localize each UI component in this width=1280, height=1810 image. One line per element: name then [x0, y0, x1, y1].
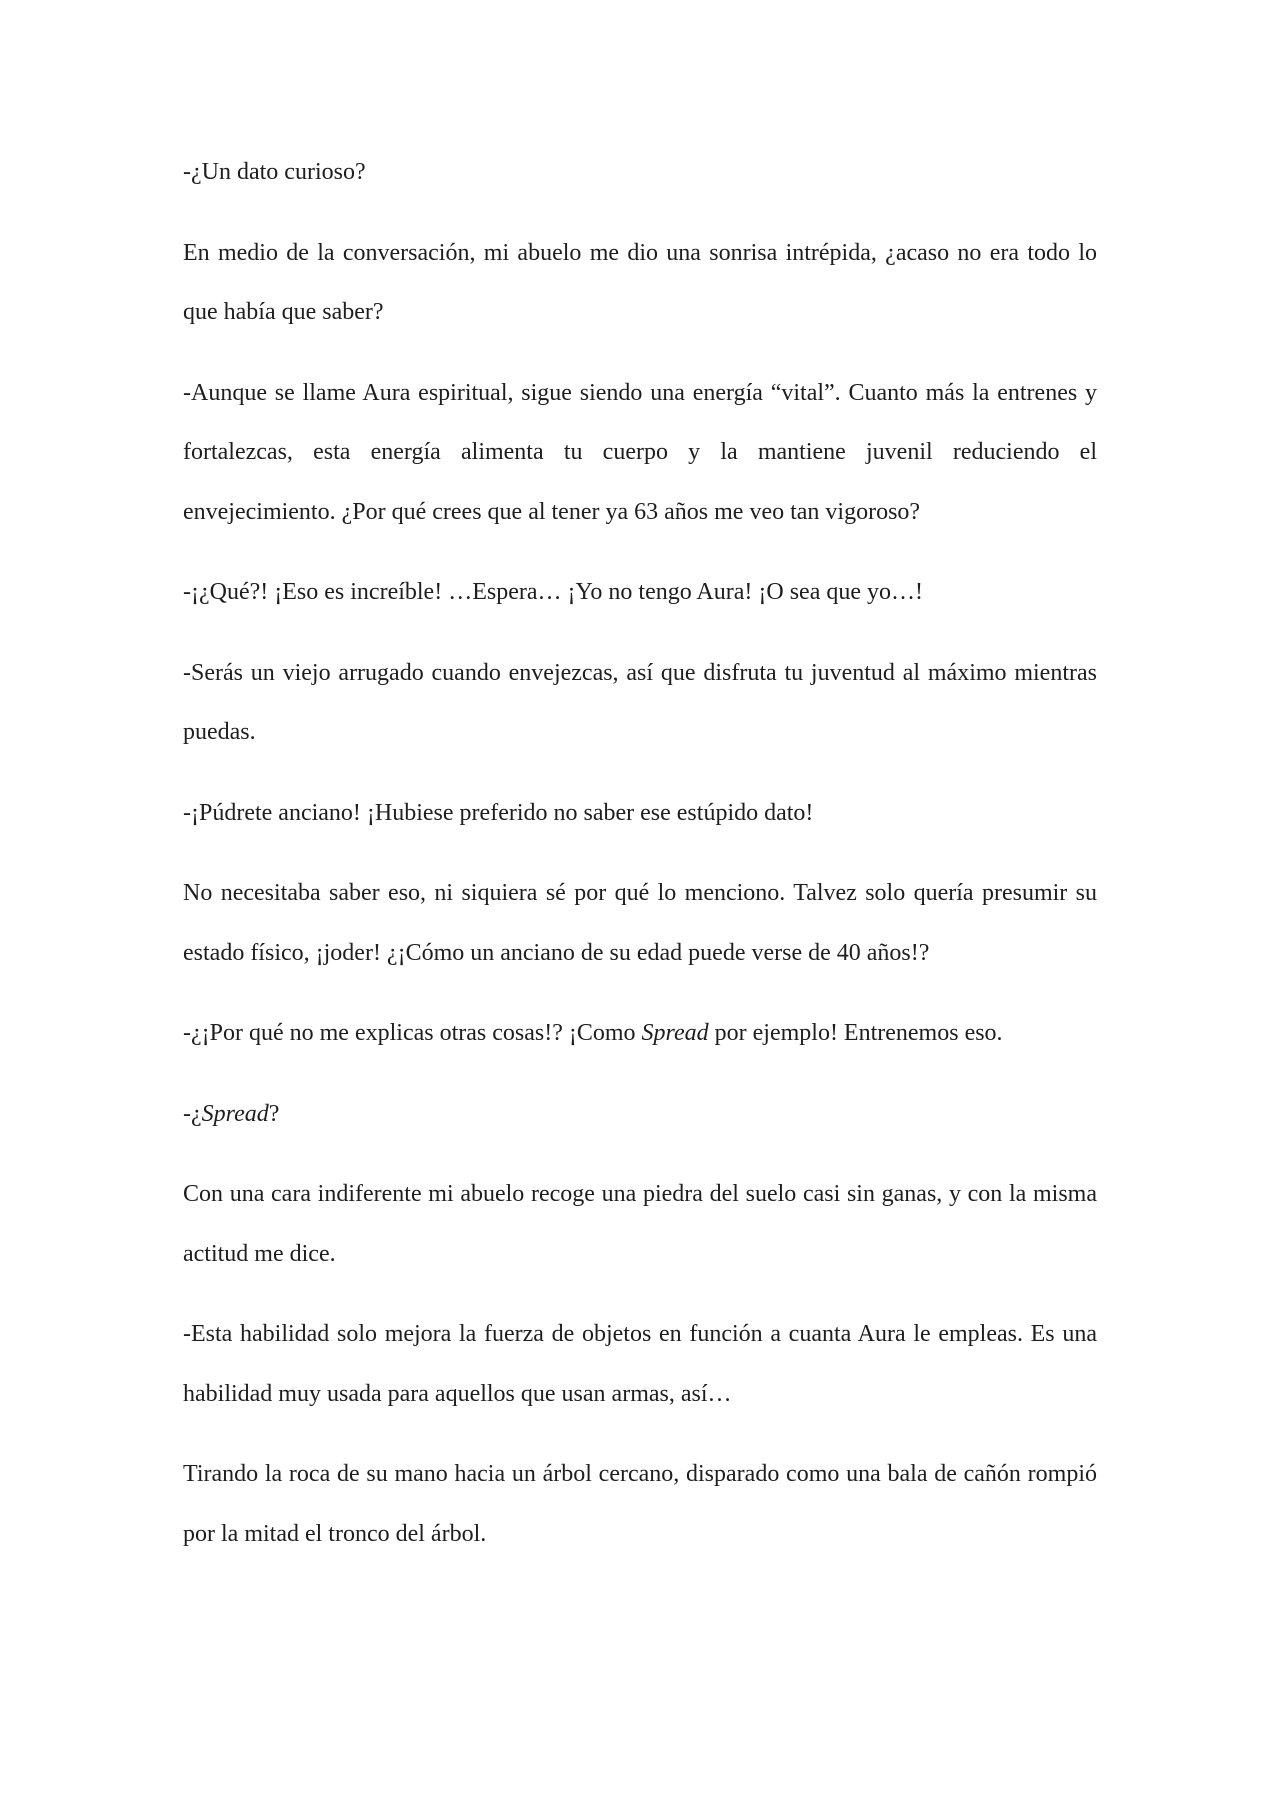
paragraph-italic-term: Spread — [641, 1020, 709, 1046]
paragraph-text: -Aunque se llame Aura espiritual, sigue siendo una energía “vital”. Cuanto más la entrenes y fortalezcas, esta energía alimenta tu cuerpo y la mantiene juvenil reduciendo el envejecimiento. ¿Por qué crees que al tener ya 63 años me veo tan vigoroso? — [183, 379, 1097, 525]
paragraph-text: -¿¡Por qué no me explicas otras cosas!? ¡Como — [183, 1020, 642, 1046]
paragraph — [183, 1305, 1097, 1424]
paragraph — [183, 1085, 1097, 1145]
paragraph-text: Tirando la roca de su mano hacia un árbol cercano, disparado como una bala de cañón rompió por la mitad el tronco del árbol. — [183, 1461, 1097, 1547]
paragraph-text: ? — [268, 1100, 280, 1127]
paragraph-text: No necesitaba saber eso, ni siquiera sé por qué lo menciono. Talvez solo quería presumir su estado físico, ¡joder! ¿¡Cómo un anciano de su edad puede verse de 40 años!? — [183, 880, 1097, 966]
paragraph — [183, 1445, 1097, 1564]
paragraph-text: -¡¿Qué?! ¡Eso es increíble! …Espera… ¡Yo no tengo Aura! ¡O sea que yo…! — [183, 579, 923, 605]
paragraph-italic-term: Spread — [201, 1100, 269, 1127]
paragraph — [183, 1004, 1097, 1064]
paragraph-text: por ejemplo! Entrenemos eso. — [708, 1020, 1003, 1046]
paragraph-text: Con una cara indiferente mi abuelo recoge una piedra del suelo casi sin ganas, y con la misma actitud me dice. — [183, 1181, 1097, 1267]
paragraph-text: -¡Púdrete anciano! ¡Hubiese preferido no saber ese estúpido dato! — [183, 799, 814, 826]
paragraph-text: -Esta habilidad solo mejora la fuerza de objetos en función a cuanta Aura le empleas. Es una habilidad muy usada para aquellos que usan armas, así… — [183, 1321, 1097, 1407]
text-body — [183, 143, 1097, 1585]
paragraph — [183, 864, 1097, 983]
paragraph — [183, 364, 1097, 543]
paragraph — [183, 1165, 1097, 1284]
paragraph — [183, 563, 1097, 623]
paragraph — [183, 143, 1097, 203]
paragraph — [183, 784, 1097, 844]
paragraph-text: -¿ — [183, 1100, 202, 1127]
paragraph-text: En medio de la conversación, mi abuelo me dio una sonrisa intrépida, ¿acaso no era todo lo que había que saber? — [183, 239, 1097, 325]
paragraph-text: -Serás un viejo arrugado cuando envejezcas, así que disfruta tu juventud al máximo mientras puedas. — [183, 659, 1097, 745]
paragraph — [183, 224, 1097, 343]
paragraph — [183, 644, 1097, 763]
paragraph-text: -¿Un dato curioso? — [183, 159, 366, 185]
